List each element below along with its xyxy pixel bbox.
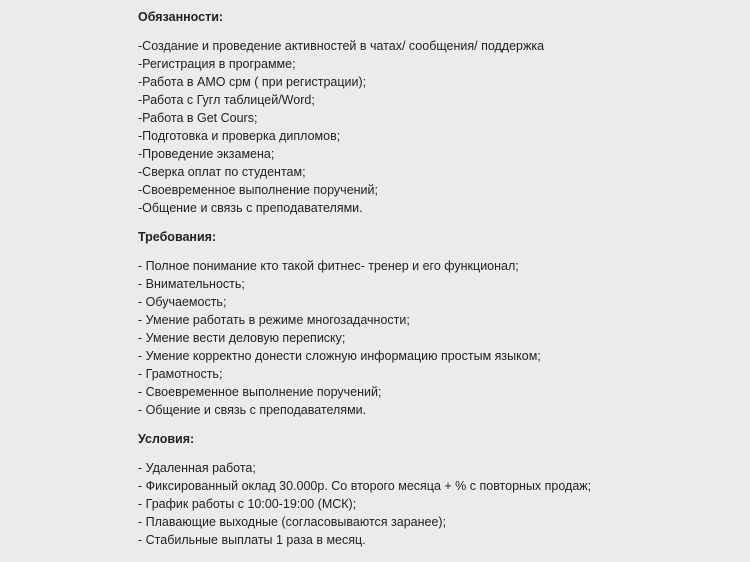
list-item: -Подготовка и проверка дипломов; [138, 129, 341, 143]
list-item: -Проведение экзамена; [138, 147, 275, 161]
list-item: - Умение вести деловую переписку; [138, 331, 346, 345]
list-item: - Умение работать в режиме многозадачности; [138, 313, 410, 327]
list-item: - Полное понимание кто такой фитнес- тренер и его функционал; [138, 259, 519, 273]
requirements-list [138, 257, 730, 419]
list-item: - Умение корректно донести сложную информацию простым языком; [138, 349, 541, 363]
list-item: -Сверка оплат по студентам; [138, 165, 306, 179]
list-item: -Работа с Гугл таблицей/Word; [138, 93, 315, 107]
list-item: - Общение и связь с преподавателями. [138, 403, 367, 417]
list-item: - Внимательность; [138, 277, 245, 291]
list-item: -Своевременное выполнение поручений; [138, 183, 378, 197]
conditions-list [138, 459, 730, 549]
requirements-section [138, 228, 730, 419]
duties-section [138, 0, 730, 217]
conditions-heading: Условия: [138, 432, 195, 446]
list-item: - Своевременное выполнение поручений; [138, 385, 382, 399]
list-item: - Обучаемость; [138, 295, 227, 309]
requirements-heading: Требования: [138, 230, 217, 244]
list-item: -Создание и проведение активностей в чатах/ сообщения/ поддержка [138, 39, 545, 53]
duties-heading: Обязанности: [138, 10, 224, 24]
conditions-section [138, 430, 730, 549]
list-item: -Общение и связь с преподавателями. [138, 201, 363, 215]
duties-list [138, 37, 730, 217]
list-item: - Удаленная работа; [138, 461, 256, 475]
list-item: -Работа в Get Cours; [138, 111, 258, 125]
list-item: - График работы с 10:00-19:00 (МСК); [138, 497, 357, 511]
list-item: -Регистрация в программе; [138, 57, 296, 71]
list-item: - Фиксированный оклад 30.000р. Со второго месяца + % с повторных продаж; [138, 479, 592, 493]
list-item: - Грамотность; [138, 367, 223, 381]
list-item: - Плавающие выходные (согласовываются заранее); [138, 515, 447, 529]
list-item: - Стабильные выплаты 1 раза в месяц. [138, 533, 366, 547]
list-item: -Работа в АМО срм ( при регистрации); [138, 75, 367, 89]
